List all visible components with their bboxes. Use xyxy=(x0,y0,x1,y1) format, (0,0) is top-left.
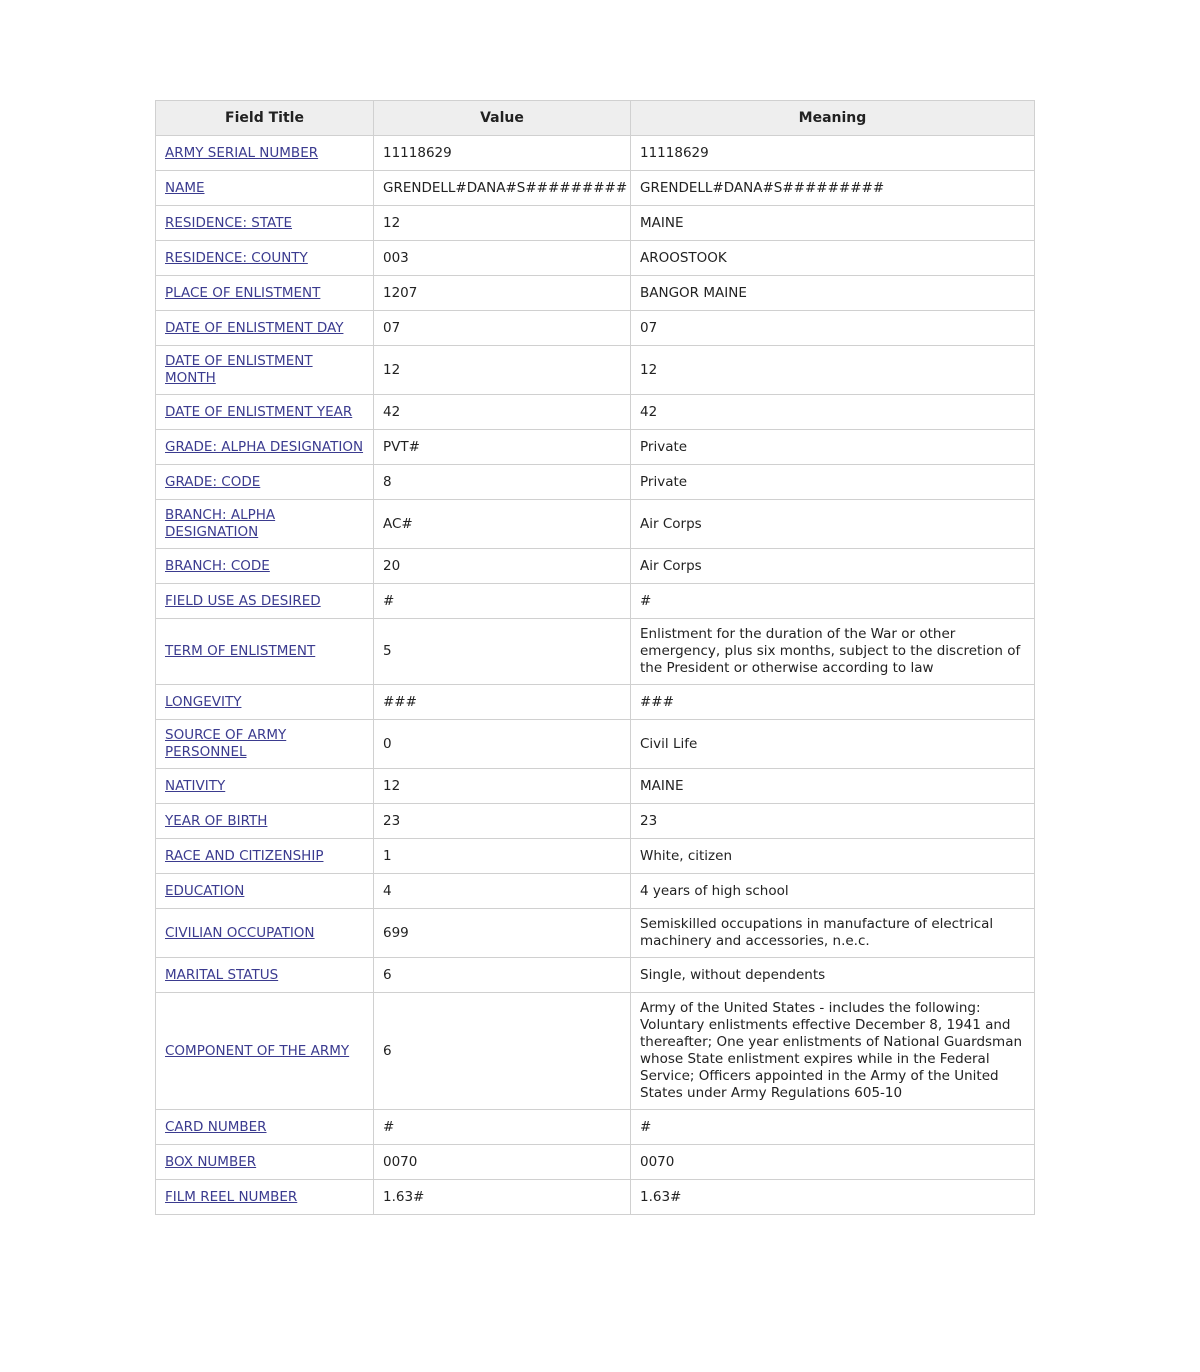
value-cell: 1207 xyxy=(374,276,631,311)
field-title-cell xyxy=(156,171,374,206)
value-cell: 42 xyxy=(374,395,631,430)
field-title-cell xyxy=(156,346,374,395)
field-title-link[interactable]: EDUCATION xyxy=(165,882,245,899)
value-cell: AC# xyxy=(374,500,631,549)
meaning-cell: 23 xyxy=(631,804,1035,839)
field-title-cell xyxy=(156,685,374,720)
field-title-link[interactable]: FIELD USE AS DESIRED xyxy=(165,592,321,609)
field-title-cell xyxy=(156,241,374,276)
field-title-link[interactable]: DATE OF ENLISTMENT YEAR xyxy=(165,403,353,420)
table-header-row xyxy=(156,101,1035,136)
table-body xyxy=(156,136,1035,1215)
value-cell: 6 xyxy=(374,958,631,993)
field-title-link[interactable]: FILM REEL NUMBER xyxy=(165,1188,298,1205)
table-row xyxy=(156,549,1035,584)
field-title-link[interactable]: BRANCH: ALPHA DESIGNATION xyxy=(165,507,276,540)
meaning-cell: 1.63# xyxy=(631,1180,1035,1215)
meaning-cell: BANGOR MAINE xyxy=(631,276,1035,311)
meaning-cell: 0070 xyxy=(631,1145,1035,1180)
value-cell: 12 xyxy=(374,346,631,395)
meaning-cell: Army of the United States - includes the following: Voluntary enlistments effective December 8, 1941 and thereafter; One year enlistments of National Guardsman whose State enlistment expires while in the Federal Service; Officers appointed in the Army of the United States under Army Regulations 605-10 xyxy=(631,993,1035,1110)
value-cell: 1 xyxy=(374,839,631,874)
table-row xyxy=(156,685,1035,720)
field-title-cell xyxy=(156,430,374,465)
field-title-link[interactable]: MARITAL STATUS xyxy=(165,966,279,983)
field-title-link[interactable]: RESIDENCE: COUNTY xyxy=(165,249,308,266)
field-title-cell xyxy=(156,874,374,909)
meaning-cell: White, citizen xyxy=(631,839,1035,874)
meaning-cell: GRENDELL#DANA#S######### xyxy=(631,171,1035,206)
value-cell: 23 xyxy=(374,804,631,839)
field-title-cell xyxy=(156,1110,374,1145)
value-cell: 003 xyxy=(374,241,631,276)
header-meaning: Meaning xyxy=(631,101,1035,136)
table-row xyxy=(156,465,1035,500)
value-cell: 4 xyxy=(374,874,631,909)
field-title-link[interactable]: PLACE OF ENLISTMENT xyxy=(165,284,321,301)
meaning-cell: ### xyxy=(631,685,1035,720)
table-row xyxy=(156,276,1035,311)
field-title-link[interactable]: RACE AND CITIZENSHIP xyxy=(165,847,324,864)
value-cell: 699 xyxy=(374,909,631,958)
table-row xyxy=(156,171,1035,206)
value-cell: 0070 xyxy=(374,1145,631,1180)
value-cell: 0 xyxy=(374,720,631,769)
meaning-cell: Civil Life xyxy=(631,720,1035,769)
table-row xyxy=(156,720,1035,769)
meaning-cell: # xyxy=(631,584,1035,619)
table-row xyxy=(156,769,1035,804)
table-row xyxy=(156,993,1035,1110)
field-title-cell xyxy=(156,500,374,549)
meaning-cell: MAINE xyxy=(631,206,1035,241)
value-cell: 07 xyxy=(374,311,631,346)
header-value: Value xyxy=(374,101,631,136)
meaning-cell: Private xyxy=(631,430,1035,465)
field-title-cell xyxy=(156,993,374,1110)
field-title-cell xyxy=(156,136,374,171)
meaning-cell: # xyxy=(631,1110,1035,1145)
value-cell: PVT# xyxy=(374,430,631,465)
field-title-link[interactable]: ARMY SERIAL NUMBER xyxy=(165,144,319,161)
field-title-cell xyxy=(156,465,374,500)
table-row xyxy=(156,1110,1035,1145)
meaning-cell: 4 years of high school xyxy=(631,874,1035,909)
field-title-cell xyxy=(156,1180,374,1215)
meaning-cell: 42 xyxy=(631,395,1035,430)
field-title-link[interactable]: GRADE: CODE xyxy=(165,473,261,490)
field-title-link[interactable]: NATIVITY xyxy=(165,777,226,794)
field-title-link[interactable]: BOX NUMBER xyxy=(165,1153,257,1170)
field-title-cell xyxy=(156,720,374,769)
field-title-link[interactable]: CARD NUMBER xyxy=(165,1118,267,1135)
field-title-link[interactable]: BRANCH: CODE xyxy=(165,557,270,574)
value-cell: 12 xyxy=(374,206,631,241)
field-title-cell xyxy=(156,769,374,804)
field-title-link[interactable]: TERM OF ENLISTMENT xyxy=(165,643,316,659)
meaning-cell: 12 xyxy=(631,346,1035,395)
meaning-cell: AROOSTOOK xyxy=(631,241,1035,276)
table-row xyxy=(156,619,1035,685)
field-title-cell xyxy=(156,619,374,685)
value-cell: 12 xyxy=(374,769,631,804)
field-title-cell xyxy=(156,1145,374,1180)
field-title-cell xyxy=(156,584,374,619)
table-row xyxy=(156,346,1035,395)
field-title-link[interactable]: DATE OF ENLISTMENT DAY xyxy=(165,319,344,336)
value-cell: 5 xyxy=(374,619,631,685)
table-row xyxy=(156,909,1035,958)
field-title-link[interactable]: SOURCE OF ARMY PERSONNEL xyxy=(165,727,287,760)
table-row xyxy=(156,958,1035,993)
meaning-cell: 07 xyxy=(631,311,1035,346)
enlistment-record-table xyxy=(155,100,1035,1215)
table-row xyxy=(156,839,1035,874)
table-row xyxy=(156,804,1035,839)
field-title-link[interactable]: DATE OF ENLISTMENT MONTH xyxy=(165,353,313,386)
table-row xyxy=(156,500,1035,549)
value-cell: 11118629 xyxy=(374,136,631,171)
field-title-cell xyxy=(156,311,374,346)
header-field-title: Field Title xyxy=(156,101,374,136)
meaning-cell: MAINE xyxy=(631,769,1035,804)
table-row xyxy=(156,206,1035,241)
field-title-cell xyxy=(156,804,374,839)
meaning-cell: Air Corps xyxy=(631,549,1035,584)
record-table-container xyxy=(155,100,1034,1215)
field-title-cell xyxy=(156,206,374,241)
meaning-cell: Single, without dependents xyxy=(631,958,1035,993)
field-title-link[interactable]: NAME xyxy=(165,179,205,196)
field-title-cell xyxy=(156,909,374,958)
table-row xyxy=(156,311,1035,346)
value-cell: # xyxy=(374,1110,631,1145)
field-title-link[interactable]: YEAR OF BIRTH xyxy=(165,812,268,829)
meaning-cell: Semiskilled occupations in manufacture of electrical machinery and accessories, n.e.c. xyxy=(631,909,1035,958)
field-title-cell xyxy=(156,839,374,874)
value-cell: 6 xyxy=(374,993,631,1110)
field-title-link[interactable]: CIVILIAN OCCUPATION xyxy=(165,924,315,941)
table-row xyxy=(156,874,1035,909)
field-title-link[interactable]: LONGEVITY xyxy=(165,693,242,710)
table-row xyxy=(156,1145,1035,1180)
table-row xyxy=(156,430,1035,465)
value-cell: 20 xyxy=(374,549,631,584)
value-cell: ### xyxy=(374,685,631,720)
field-title-cell xyxy=(156,276,374,311)
table-row xyxy=(156,241,1035,276)
value-cell: GRENDELL#DANA#S######### xyxy=(374,171,631,206)
meaning-cell: 11118629 xyxy=(631,136,1035,171)
table-row xyxy=(156,584,1035,619)
value-cell: 1.63# xyxy=(374,1180,631,1215)
field-title-cell xyxy=(156,958,374,993)
field-title-link[interactable]: COMPONENT OF THE ARMY xyxy=(165,1042,350,1059)
meaning-cell: Enlistment for the duration of the War or other emergency, plus six months, subject to the discretion of the President or otherwise according to law xyxy=(631,619,1035,685)
field-title-link[interactable]: RESIDENCE: STATE xyxy=(165,214,293,231)
table-row xyxy=(156,136,1035,171)
table-row xyxy=(156,395,1035,430)
value-cell: # xyxy=(374,584,631,619)
meaning-cell: Air Corps xyxy=(631,500,1035,549)
value-cell: 8 xyxy=(374,465,631,500)
field-title-cell xyxy=(156,549,374,584)
table-row xyxy=(156,1180,1035,1215)
field-title-cell xyxy=(156,395,374,430)
meaning-cell: Private xyxy=(631,465,1035,500)
field-title-link[interactable]: GRADE: ALPHA DESIGNATION xyxy=(165,438,364,455)
